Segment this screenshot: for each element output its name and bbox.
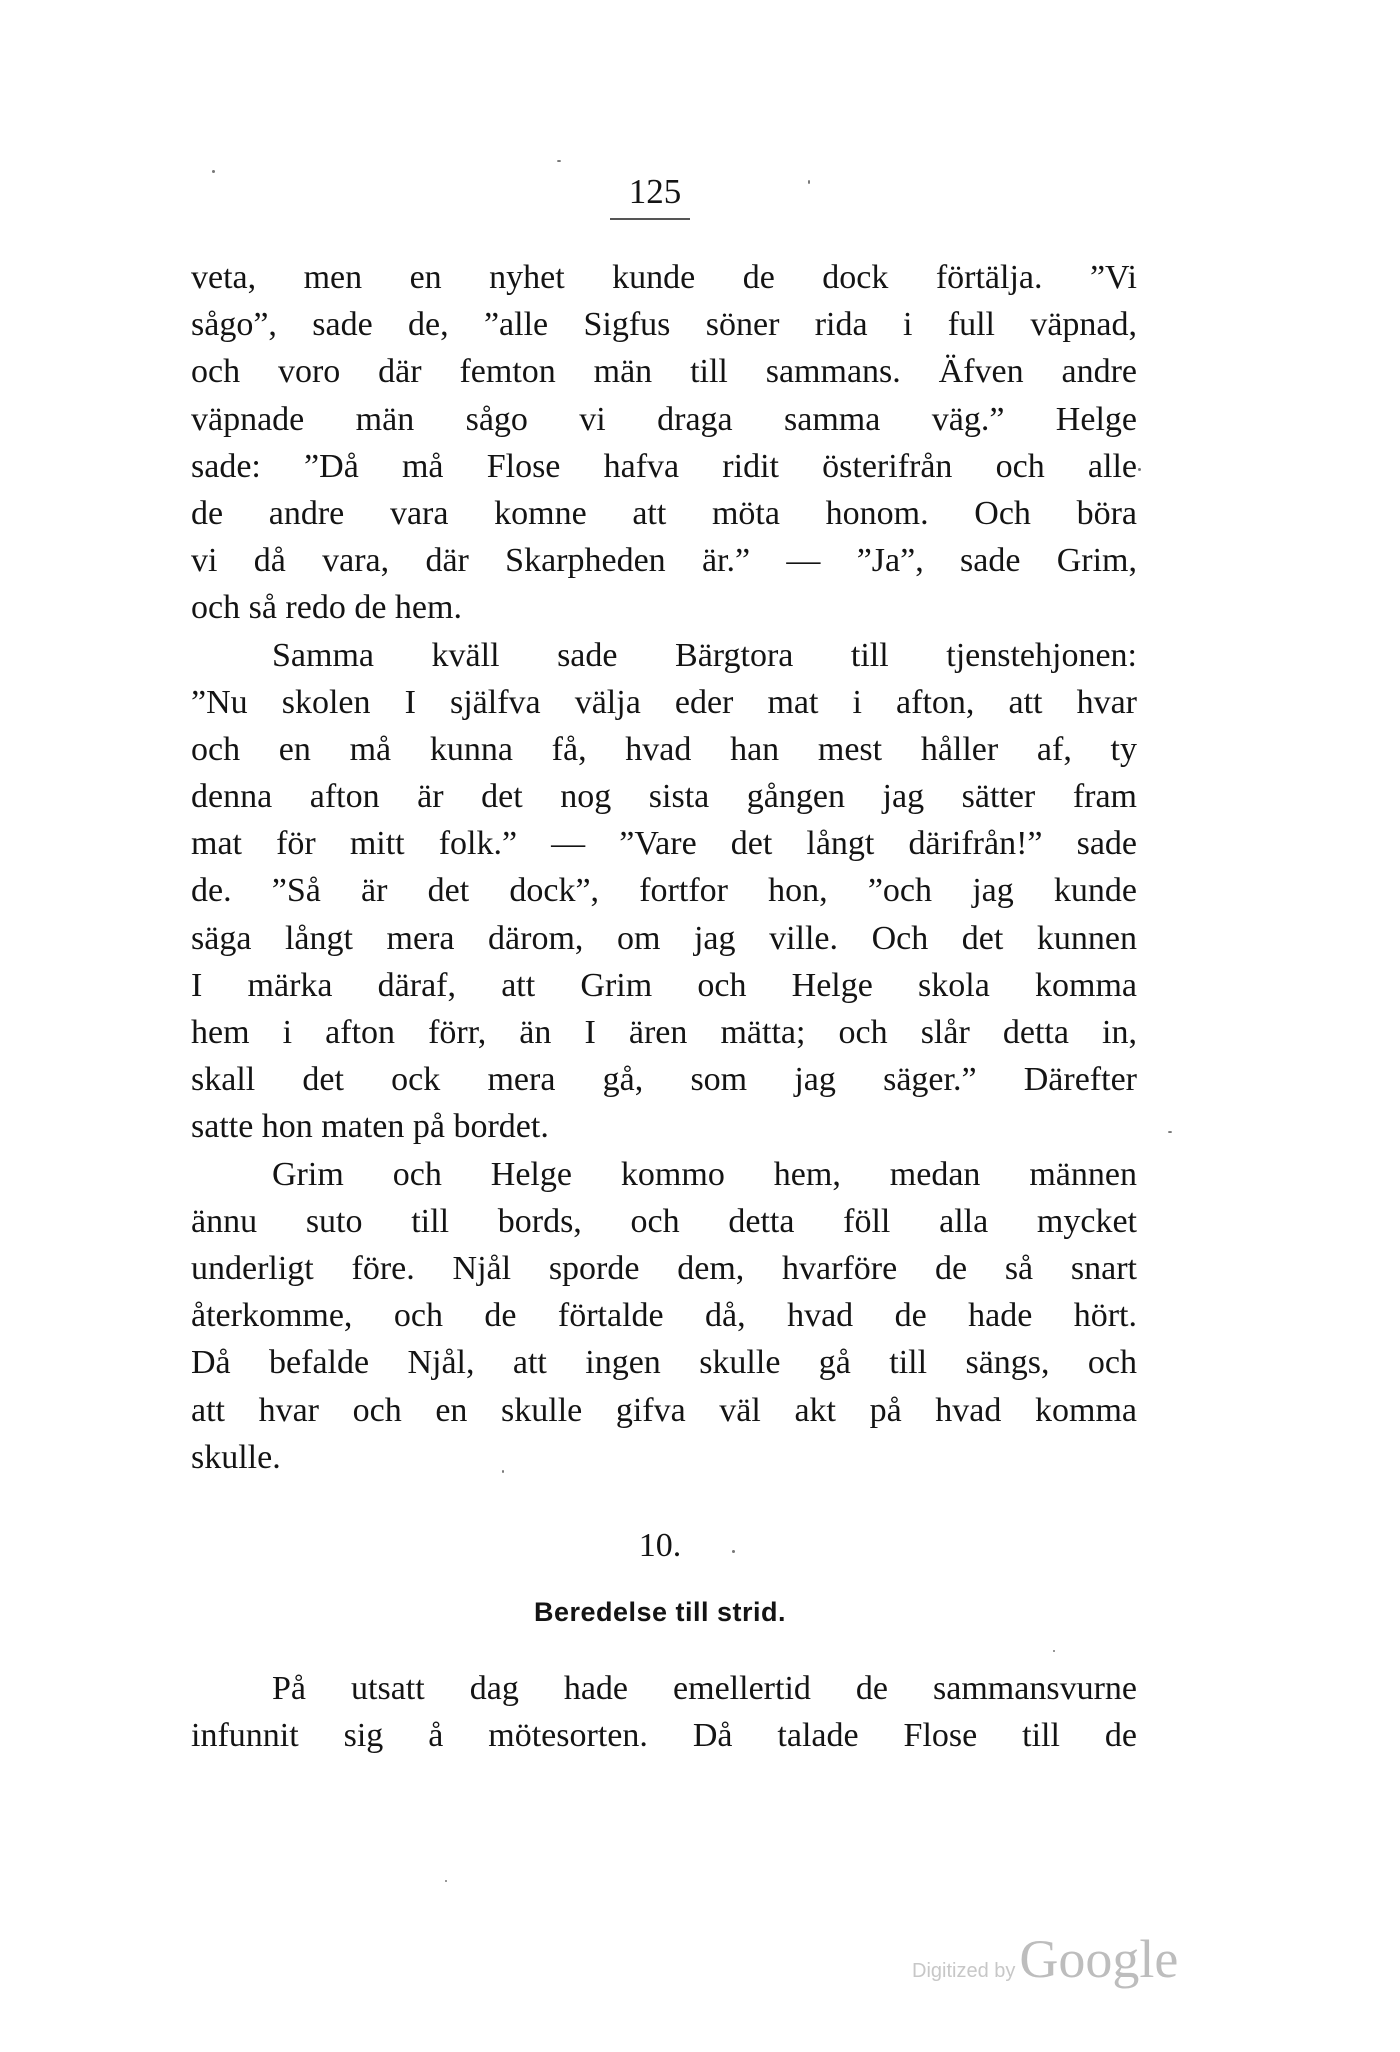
text-line: Då befalde Njål, att ingen skulle gå till sängs, och <box>191 1344 1137 1382</box>
scan-speck <box>557 160 561 162</box>
text-line: veta, men en nyhet kunde de dock förtälja. ”Vi <box>191 259 1137 296</box>
body-text <box>191 254 1137 1481</box>
text-line: sågo”, sade de, ”alle Sigfus söner rida i full väpnad, <box>191 306 1137 344</box>
text-line: de. ”Så är det dock”, fortfor hon, ”och jag kunde <box>191 872 1137 910</box>
scan-speck <box>1053 1650 1055 1652</box>
text-line: och en må kunna få, hvad han mest håller af, ty <box>191 730 1137 768</box>
text-line: satte hon maten på bordet. <box>191 1108 549 1146</box>
text-line: hem i afton förr, än I ären mätta; och slår detta in, <box>191 1014 1137 1051</box>
scan-speck <box>445 1880 447 1882</box>
watermark-prefix: Digitized by <box>912 1960 1016 1982</box>
text-line: Grim och Helge kommo hem, medan männen <box>272 1155 1137 1193</box>
scan-speck <box>1138 468 1141 471</box>
google-logo: Google <box>1019 1929 1179 1989</box>
text-line: underligt före. Njål sporde dem, hvarföre de så snart <box>191 1249 1137 1287</box>
text-line: väpnade män sågo vi draga samma väg.” Helge <box>191 400 1137 438</box>
text-line: vi då vara, där Skarpheden är.” — ”Ja”, sade Grim, <box>191 542 1137 580</box>
text-line: mat för mitt folk.” — ”Vare det långt därifrån!” sade <box>191 825 1137 863</box>
digitized-watermark <box>912 1928 1178 1990</box>
text-line: infunnit sig å mötesorten. Då talade Flose till de <box>191 1717 1137 1755</box>
chapter-number: 10. <box>638 1527 682 1564</box>
text-line: ännu suto till bords, och detta föll alla mycket <box>191 1202 1137 1240</box>
text-line: skulle. <box>191 1438 281 1476</box>
text-line: sade: ”Då må Flose hafva ridit österifrån och alle <box>191 447 1137 485</box>
text-line: ”Nu skolen I själfva välja eder mat i afton, att hvar <box>191 683 1137 721</box>
text-line: återkomme, och de förtalde då, hvad de hade hört. <box>191 1297 1137 1335</box>
text-line: de andre vara komne att möta honom. Och böra <box>191 494 1137 532</box>
page-number: 125 <box>628 172 682 211</box>
scan-speck <box>732 1550 735 1553</box>
text-line: I märka däraf, att Grim och Helge skola komma <box>191 966 1137 1004</box>
scan-speck <box>212 170 215 173</box>
text-line: På utsatt dag hade emellertid de sammansvurne <box>272 1670 1137 1707</box>
text-line: att hvar och en skulle gifva väl akt på hvad komma <box>191 1391 1137 1429</box>
chapter-title: Beredelse till strid. <box>533 1597 787 1627</box>
text-line: och voro där femton män till sammans. Äfven andre <box>191 353 1137 391</box>
text-line: skall det ock mera gå, som jag säger.” Därefter <box>191 1061 1137 1099</box>
text-line: och så redo de hem. <box>191 589 462 627</box>
body-text-continued <box>191 1665 1137 1759</box>
scan-speck <box>1168 1131 1172 1133</box>
text-line: Samma kväll sade Bärgtora till tjenstehjonen: <box>272 636 1137 674</box>
text-line: säga långt mera därom, om jag ville. Och det kunnen <box>191 919 1137 957</box>
text-line: denna afton är det nog sista gången jag sätter fram <box>191 778 1137 816</box>
page-number-underline <box>610 218 690 220</box>
scan-speck <box>808 180 810 184</box>
scan-speck <box>502 1470 504 1473</box>
